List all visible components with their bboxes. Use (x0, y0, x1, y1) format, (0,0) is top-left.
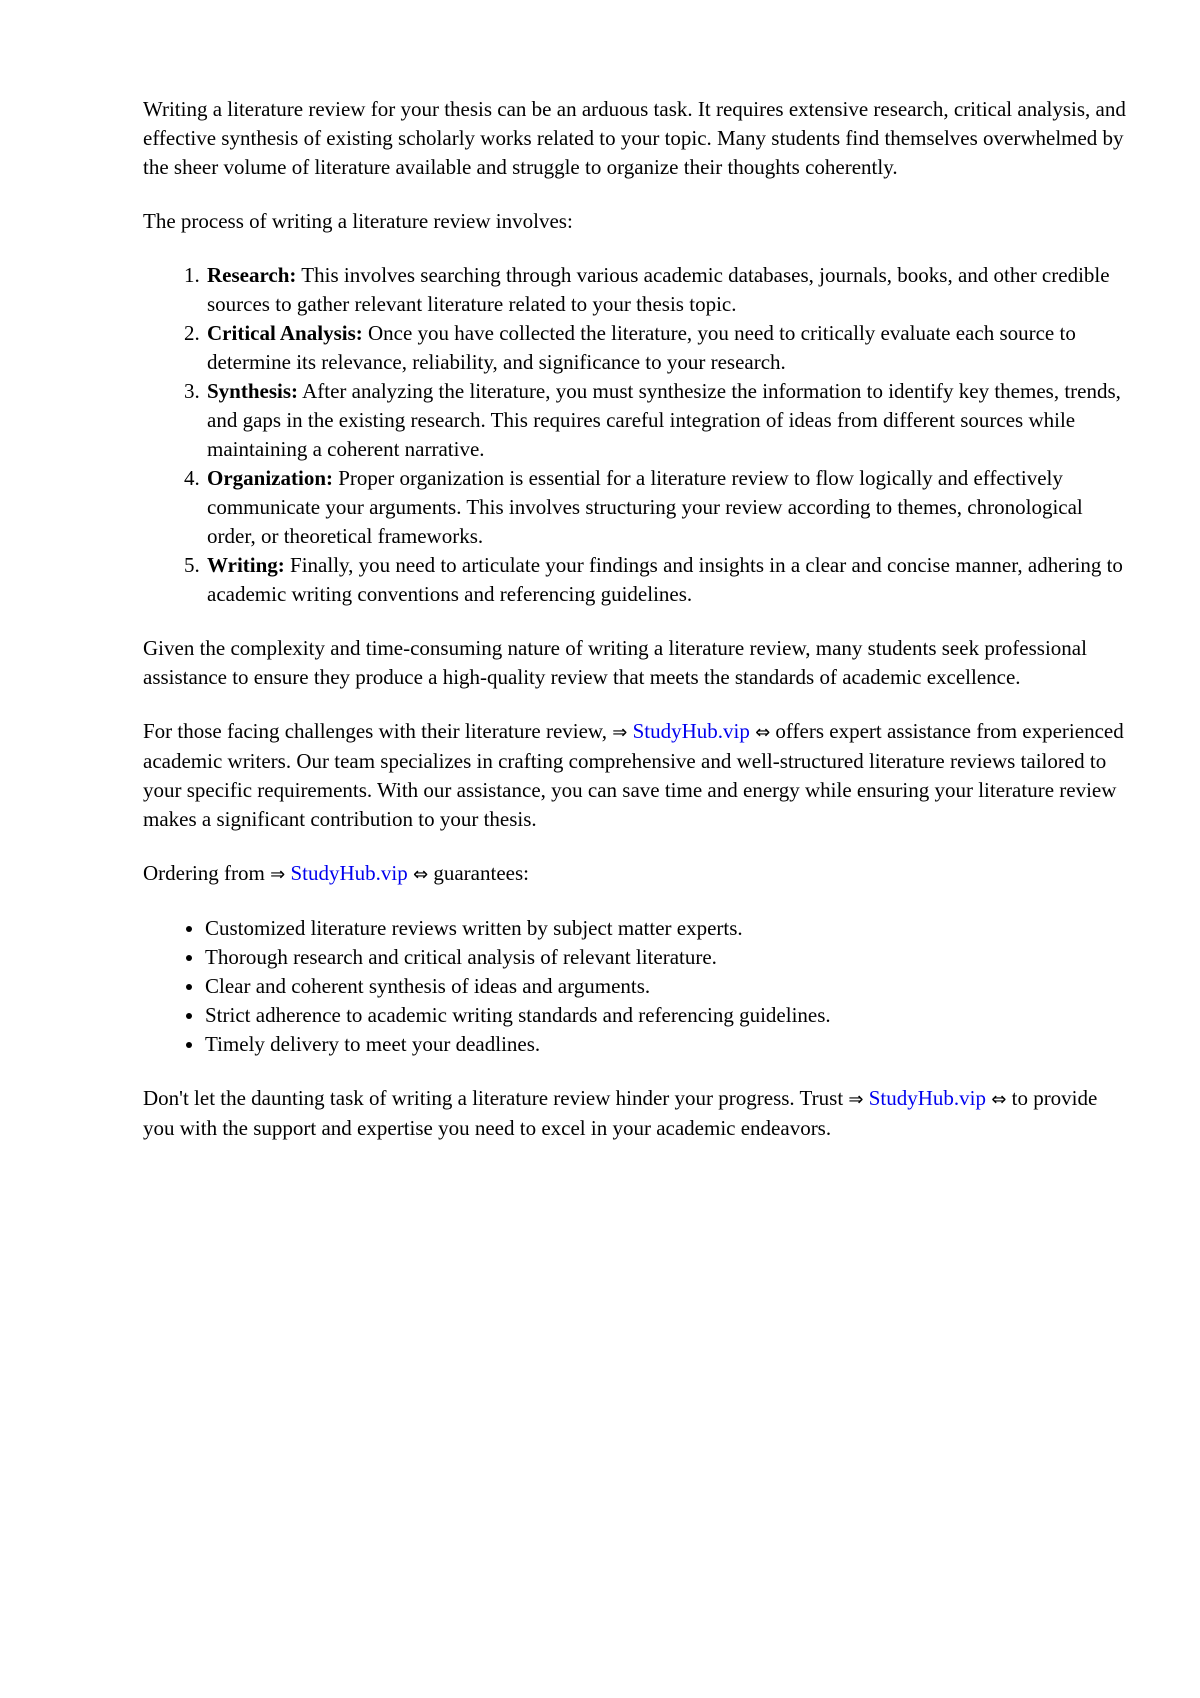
list-item: • Thorough research and critical analysis of relevant literature. (205, 943, 1133, 972)
studyhub-link[interactable]: StudyHub.vip (868, 1086, 987, 1110)
complexity-paragraph: Given the complexity and time-consuming nature of writing a literature review, many students seek professional assistance to ensure they produce a high-quality review that meets the standards of academic excellence. (143, 636, 1087, 689)
intro-paragraph: Writing a literature review for your thesis can be an arduous task. It requires extensive research, critical analysis, and effective synthesis of existing scholarly works related to your topic. Many students find themselves overwhelmed by the sheer volume of literature available and struggle to organize their thoughts coherently. (143, 97, 1126, 179)
ordering-text-post: guarantees: (428, 861, 529, 885)
step-text: Finally, you need to articulate your findings and insights in a clear and concise manner, adhering to academic writing conventions and referencing guidelines. (207, 553, 1123, 606)
list-item: • Customized literature reviews written by subject matter experts. (205, 914, 1133, 943)
step-title: Synthesis: (207, 379, 299, 403)
list-item: • Clear and coherent synthesis of ideas and arguments. (205, 972, 1133, 1001)
step-title: Critical Analysis: (207, 321, 363, 345)
process-intro: The process of writing a literature review involves: (143, 209, 573, 233)
arrow-both-icon: ⇔ (991, 1089, 1007, 1110)
closing-text-pre: Don't let the daunting task of writing a literature review hinder your progress. Trust (143, 1086, 849, 1110)
step-text: This involves searching through various academic databases, journals, books, and other credible sources to gather relevant literature related to your thesis topic. (207, 263, 1110, 316)
step-text: After analyzing the literature, you must synthesize the information to identify key themes, trends, and gaps in the existing research. This requires careful integration of ideas from different sources while maintaining a coherent narrative. (207, 379, 1121, 461)
document-body (143, 95, 1133, 1168)
list-item (205, 377, 1133, 464)
step-title: Organization: (207, 466, 333, 490)
step-title: Research: (207, 263, 297, 287)
studyhub-link[interactable]: StudyHub.vip (632, 719, 750, 743)
closing-paragraph (143, 1084, 1133, 1143)
list-item (205, 261, 1133, 319)
list-item (205, 464, 1133, 551)
list-item: • Timely delivery to meet your deadlines. (205, 1030, 1133, 1059)
closing-text-post: to provide you with the support and expertise you need to excel in your academic endeavors. (143, 1086, 1098, 1140)
ordering-paragraph (143, 859, 1133, 889)
list-item: • Strict adherence to academic writing standards and referencing guidelines. (205, 1001, 1133, 1030)
arrow-right-icon: ⇒ (612, 722, 628, 743)
guarantees-list (143, 914, 1133, 1059)
arrow-both-icon: ⇔ (413, 864, 429, 885)
offer-paragraph (143, 717, 1133, 834)
arrow-right-icon: ⇒ (848, 1089, 864, 1110)
studyhub-link[interactable]: StudyHub.vip (290, 861, 408, 885)
arrow-right-icon: ⇒ (270, 864, 286, 885)
step-text: Once you have collected the literature, you need to critically evaluate each source to determine its relevance, reliability, and significance to your research. (207, 321, 1076, 374)
list-item (205, 319, 1133, 377)
ordering-text-pre: Ordering from (143, 861, 271, 885)
step-title: Writing: (207, 553, 285, 577)
arrow-both-icon: ⇔ (755, 722, 771, 743)
offer-text-post: offers expert assistance from experienced academic writers. Our team specializes in crafting comprehensive and well-structured literature reviews tailored to your specific requirements. With our assistance, you can save time and energy while ensuring your literature review makes a significant contribution to your thesis. (143, 719, 1124, 831)
list-item (205, 551, 1133, 609)
offer-text-pre: For those facing challenges with their literature review, (143, 719, 613, 743)
step-text: Proper organization is essential for a literature review to flow logically and effectively communicate your arguments. This involves structuring your review according to themes, chronological order, or theoretical frameworks. (207, 466, 1083, 548)
process-steps-list (143, 261, 1133, 609)
